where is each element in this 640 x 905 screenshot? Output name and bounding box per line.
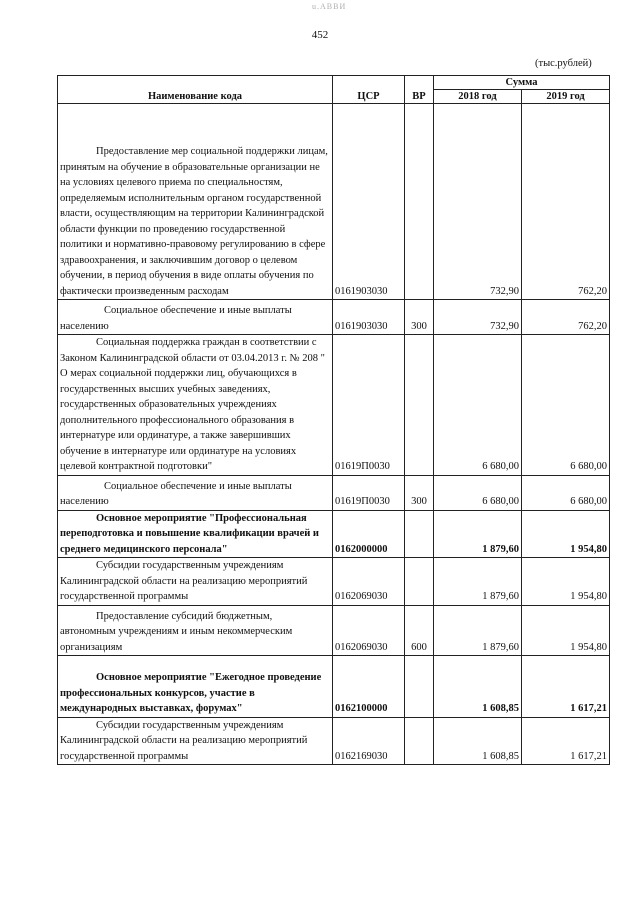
row-name: Социальное обеспечение и иные выплаты населению [60,305,292,332]
row-csr: 0161903030 [333,300,405,335]
row-vr [405,558,434,606]
row-2019: 1 954,80 [522,510,610,558]
row-vr: 300 [405,300,434,335]
row-name: Субсидии государственным учреждениям Калининградской области на реализацию мероприятий государственной программы [60,719,308,762]
row-vr: 300 [405,475,434,510]
row-2018: 6 680,00 [434,475,522,510]
column-header-2018: 2018 год [434,90,522,104]
row-2018: 1 879,60 [434,558,522,606]
row-2019: 762,20 [522,300,610,335]
row-csr: 0162000000 [333,510,405,558]
table-row [58,510,610,558]
table-row [58,300,610,335]
row-csr: 0162069030 [333,605,405,656]
row-name: Субсидии государственным учреждениям Калининградской области на реализацию мероприятий государственной программы [60,560,308,602]
row-name: Основное мероприятие "Ежегодное проведение профессиональных конкурсов, участие в международных выставках, форумах" [60,672,322,714]
column-header-name: Наименование кода [58,76,333,104]
row-2018: 1 879,60 [434,510,522,558]
row-csr: 0161903030 [333,104,405,300]
row-vr [405,656,434,718]
row-vr [405,717,434,765]
row-csr: 01619П0030 [333,475,405,510]
table-row [58,475,610,510]
row-2018: 732,90 [434,300,522,335]
row-vr: 600 [405,605,434,656]
scan-mark: u.АВВИ [312,2,347,11]
table-row [58,605,610,656]
table-row [58,717,610,765]
row-2019: 762,20 [522,104,610,300]
row-2019: 1 617,21 [522,656,610,718]
page-number: 452 [311,29,329,41]
budget-table [57,75,610,765]
row-2019: 6 680,00 [522,335,610,476]
table-row [58,558,610,606]
column-header-sum: Сумма [434,76,610,90]
row-2019: 1 954,80 [522,558,610,606]
row-2019: 1 617,21 [522,717,610,765]
column-header-csr: ЦСР [333,76,405,104]
table-row [58,656,610,718]
row-csr: 0162169030 [333,717,405,765]
column-header-vr: ВР [405,76,434,104]
row-vr [405,335,434,476]
units-label: (тыс.рублей) [535,58,592,69]
table-row [58,335,610,476]
row-csr: 0162069030 [333,558,405,606]
row-csr: 0162100000 [333,656,405,718]
row-name: Предоставление мер социальной поддержки лицам, принятым на обучение в образовательные организации не на условиях целевого приема по специальностям, определяемым исполнительным органом государственной власти, осуществляющим на территории Калининградской области функции по проведению государственной политики и нормативно-правовому регулированию в сфере здравоохранения, и заключившим договор о целевом обучении, в период обучения в виде оплаты обучения по фактически произведенным расходам [60,146,328,297]
row-name: Основное мероприятие "Профессиональная переподготовка и повышение квалификации врачей и среднего медицинского персонала" [60,512,319,555]
table-row [58,104,610,300]
row-2018: 6 680,00 [434,335,522,476]
row-vr [405,104,434,300]
row-vr [405,510,434,558]
row-2019: 1 954,80 [522,605,610,656]
column-header-2019: 2019 год [522,90,610,104]
row-csr: 01619П0030 [333,335,405,476]
row-name: Социальное обеспечение и иные выплаты населению [60,480,292,507]
row-2018: 1 608,85 [434,717,522,765]
row-name: Социальная поддержка граждан в соответствии с Законом Калининградской области от 03.04.2013 г. № 208 " О мерах социальной поддержки лиц, обучающихся в государственных высших учебных заведениях, государственных образовательных учреждениях дополнительного профессионального образования в интернатуре или ординатуре, а также завершивших обучение в интернатуре или ординатуре на условиях целевой контрактной подготовки" [60,337,325,472]
row-2018: 732,90 [434,104,522,300]
row-2018: 1 879,60 [434,605,522,656]
row-2018: 1 608,85 [434,656,522,718]
row-2019: 6 680,00 [522,475,610,510]
row-name: Предоставление субсидий бюджетным, автономным учреждениям и иным некоммерческим организациям [60,610,293,653]
